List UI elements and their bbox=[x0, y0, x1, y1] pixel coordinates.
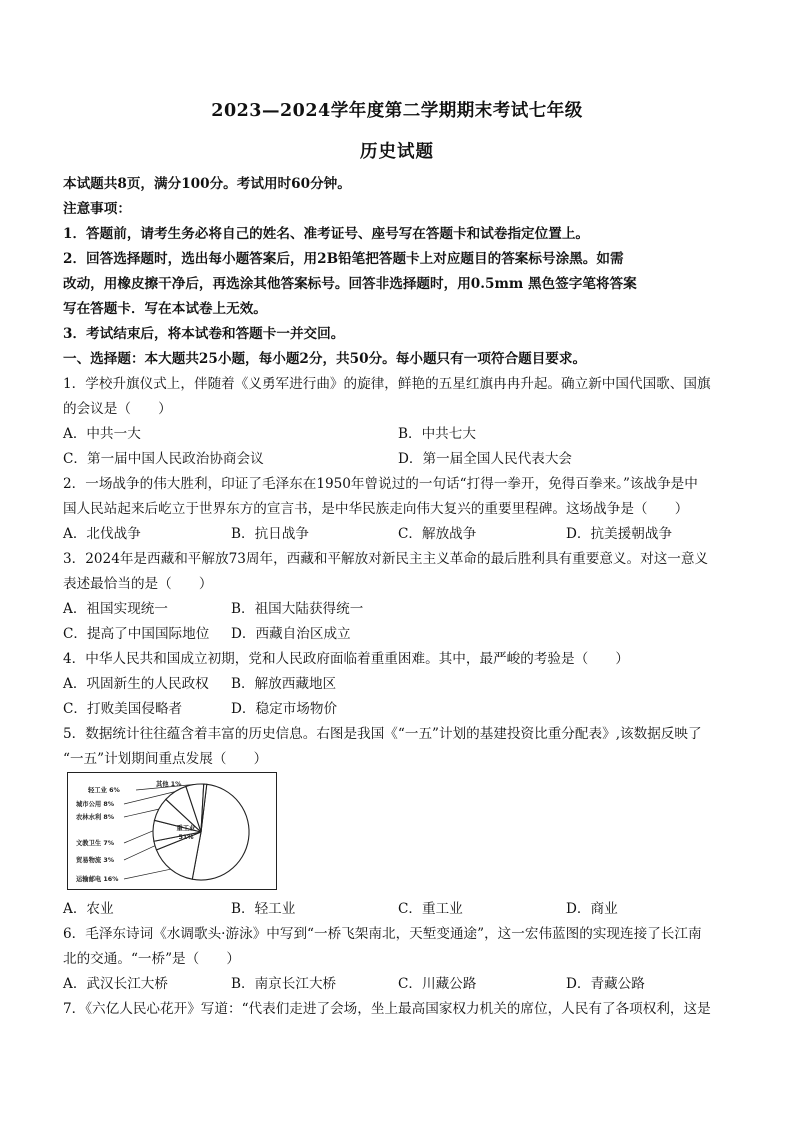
question-7-line-1: 7．《六亿人民心花开》写道：“代表们走进了会场，坐上最高国家权力机关的席位，人民有了各项权利，这是 bbox=[63, 1001, 711, 1017]
question-1-option-a: A．中共一大 bbox=[63, 426, 141, 442]
pie-label-6: 轻工业 6% bbox=[88, 787, 120, 794]
question-5-line-2: “一五”计划期间重点发展（ ） bbox=[63, 751, 268, 767]
question-6-option-c: C．川藏公路 bbox=[398, 976, 477, 992]
question-4-option-c: C．打败美国侵略者 bbox=[63, 701, 183, 717]
question-6-line-1: 6．毛泽东诗词《水调歌头·游泳》中写到“一桥飞架南北，天堑变通途”，这一宏伟蓝图的实现连接了长江南 bbox=[63, 926, 702, 942]
question-4-option-d: D．稳定市场物价 bbox=[231, 701, 338, 717]
question-1-option-d: D．第一届全国人民代表大会 bbox=[398, 451, 573, 467]
question-6-option-a: A．武汉长江大桥 bbox=[63, 976, 168, 992]
question-1-line-1: 1．学校升旗仪式上，伴随着《义勇军进行曲》的旋律，鲜艳的五星红旗冉冉升起。确立新中国代国歌、国旗 bbox=[63, 376, 711, 392]
exam-subject: 历史试题 bbox=[360, 142, 434, 162]
pie-label-1: 运输邮电 16% bbox=[76, 876, 119, 883]
exam-title: 2023—2024学年度第二学期期末考试七年级 bbox=[211, 101, 583, 121]
question-3-line-2: 表述最恰当的是（ ） bbox=[63, 576, 213, 592]
question-2-option-d: D．抗美援朝战争 bbox=[566, 526, 673, 542]
question-5-option-b: B．轻工业 bbox=[231, 901, 296, 917]
question-6-option-d: D．青藏公路 bbox=[566, 976, 645, 992]
pie-leader-1 bbox=[124, 869, 171, 879]
question-2-line-2: 国人民站起来后屹立于世界东方的宣言书，是中华民族走向伟大复兴的重要里程碑。这场战争是（ ） bbox=[63, 501, 689, 517]
question-5-line-1: 5．数据统计往往蕴含着丰富的历史信息。右图是我国《“一五”计划的基建投资比重分配表》,该数据反映了 bbox=[63, 726, 702, 742]
notice-item-3: 3．考试结束后，将本试卷和答题卡一并交回。 bbox=[63, 326, 345, 342]
question-5-option-a: A．农业 bbox=[63, 901, 114, 917]
question-4-line-1: 4．中华人民共和国成立初期，党和人民政府面临着重重困难。其中，最严峻的考验是（ ） bbox=[63, 651, 629, 667]
question-2-option-a: A．北伐战争 bbox=[63, 526, 141, 542]
notice-item-2-line-1: 2．回答选择题时，选出每小题答案后，用2B铅笔把答题卡上对应题目的答案标号涂黑。如需 bbox=[63, 251, 624, 267]
question-5-option-c: C．重工业 bbox=[398, 901, 463, 917]
question-3-option-c: C．提高了中国国际地位 bbox=[63, 626, 210, 642]
question-4-option-b: B．解放西藏地区 bbox=[231, 676, 337, 692]
pie-label-2: 贸易物流 3% bbox=[76, 857, 115, 864]
question-1-line-2: 的会议是（ ） bbox=[63, 401, 172, 417]
question-1-option-b: B．中共七大 bbox=[398, 426, 476, 442]
question-2-line-1: 2．一场战争的伟大胜利，印证了毛泽东在1950年曾说过的一句话“打得一拳开，免得百拳来。”该战争是中 bbox=[63, 476, 698, 492]
pie-label-3: 文教卫生 7% bbox=[76, 840, 115, 847]
pie-label-7: 其他 1% bbox=[156, 781, 182, 788]
pie-leader-4 bbox=[124, 809, 159, 817]
question-1-option-c: C．第一届中国人民政治协商会议 bbox=[63, 451, 264, 467]
question-3-option-a: A．祖国实现统一 bbox=[63, 601, 168, 617]
notice-heading: 注意事项： bbox=[63, 201, 131, 217]
pie-leader-2 bbox=[124, 846, 155, 860]
question-3-option-b: B．祖国大陆获得统一 bbox=[231, 601, 364, 617]
question-4-option-a: A．巩固新生的人民政权 bbox=[63, 676, 209, 692]
question-3-option-d: D．西藏自治区成立 bbox=[231, 626, 351, 642]
section-heading: 一、选择题：本大题共25小题，每小题2分，共50分。每小题只有一项符合题目要求。 bbox=[63, 351, 587, 367]
question-5-option-d: D．商业 bbox=[566, 901, 618, 917]
pie-label-4: 农林水利 8% bbox=[76, 814, 115, 821]
notice-item-1: 1．答题前，请考生务必将自己的姓名、准考证号、座号写在答题卡和试卷指定位置上。 bbox=[63, 226, 590, 242]
investment-pie-chart bbox=[67, 772, 277, 890]
pie-chart-svg bbox=[68, 773, 275, 888]
pie-label-0: 重工业 51% bbox=[176, 825, 196, 841]
exam-info: 本试题共8页，满分100分。考试用时60分钟。 bbox=[63, 176, 351, 192]
notice-item-2-line-3: 写在答题卡．写在本试卷上无效。 bbox=[63, 301, 267, 317]
pie-leader-3 bbox=[124, 831, 153, 843]
question-2-option-b: B．抗日战争 bbox=[231, 526, 309, 542]
question-6-option-b: B．南京长江大桥 bbox=[231, 976, 337, 992]
pie-label-5: 城市公用 8% bbox=[76, 801, 115, 808]
notice-item-2-line-2: 改动，用橡皮擦干净后，再选涂其他答案标号。回答非选择题时，用0.5mm 黑色签字笔将答案 bbox=[63, 276, 637, 292]
question-6-line-2: 北的交通。“一桥”是（ ） bbox=[63, 951, 241, 967]
question-2-option-c: C．解放战争 bbox=[398, 526, 477, 542]
question-3-line-1: 3．2024年是西藏和平解放73周年，西藏和平解放对新民主主义革命的最后胜利具有重要意义。对这一意义 bbox=[63, 551, 709, 567]
